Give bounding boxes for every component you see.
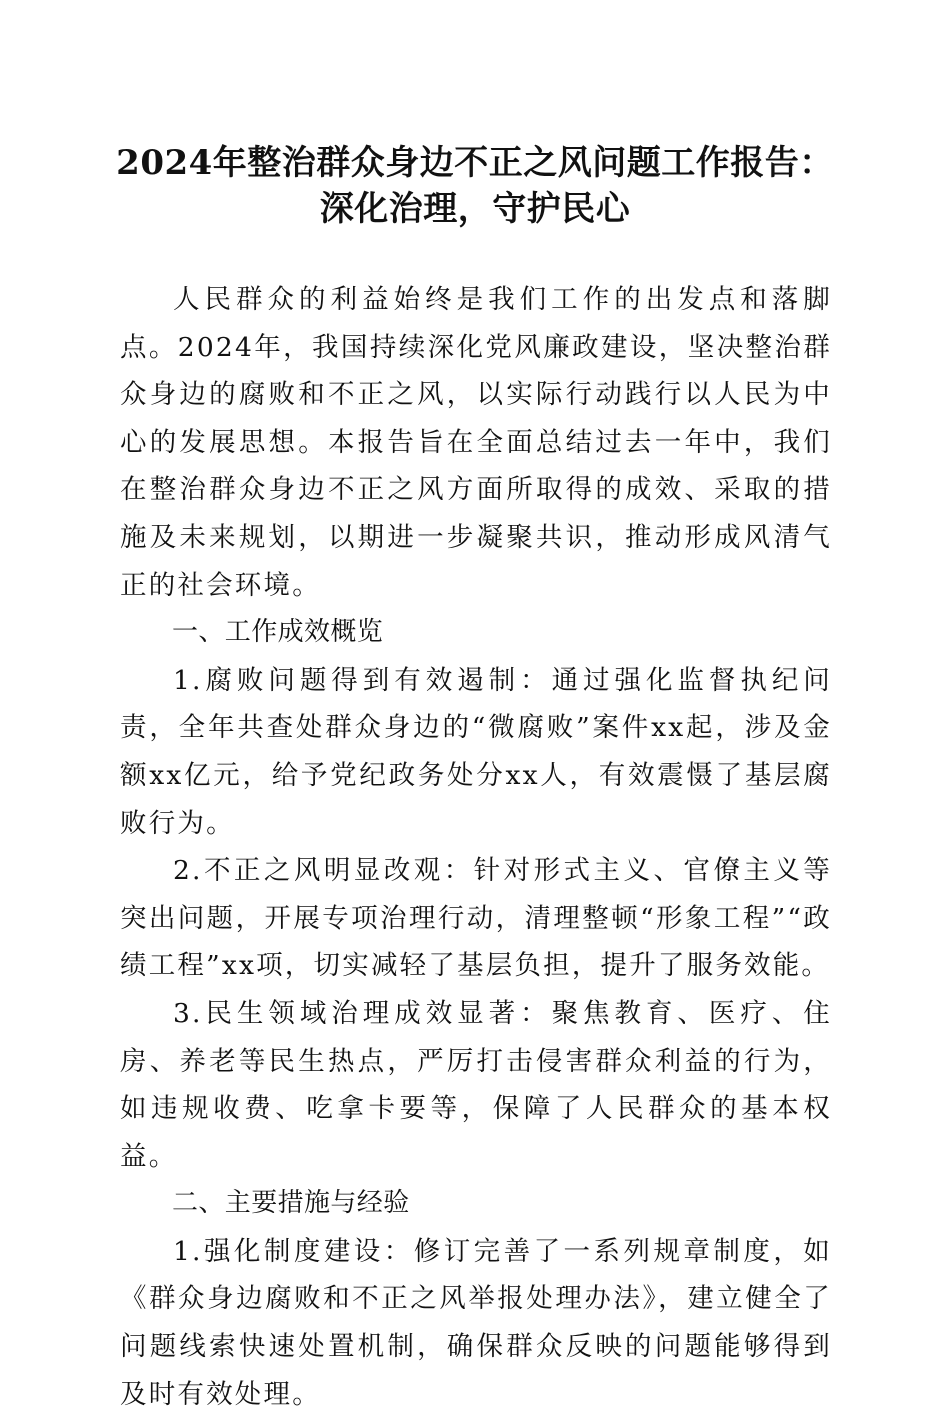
section-heading: 二、主要措施与经验	[172, 1188, 410, 1219]
section-item: 1.腐败问题得到有效遏制：通过强化监督执纪问责，全年共查处群众身边的“微腐败”案件xx起，涉及金额xx亿元，给予党纪政务处分xx人，有效震慑了基层腐败行为。	[120, 664, 832, 839]
document-body	[120, 276, 832, 1418]
section-heading: 一、工作成效概览	[172, 617, 384, 648]
document-title-line-1: 2024年整治群众身边不正之风问题工作报告：	[116, 143, 834, 183]
section-item: 1.强化制度建设：修订完善了一系列规章制度，如《群众身边腐败和不正之风举报处理办法》，建立健全了问题线索快速处置机制，确保群众反映的问题能够得到及时有效处理。	[120, 1235, 832, 1410]
section-item: 2.不正之风明显改观：针对形式主义、官僚主义等突出问题，开展专项治理行动，清理整顿“形象工程”“政绩工程”xx项，切实减轻了基层负担，提升了服务效能。	[120, 855, 832, 982]
document-title-line-2: 深化治理，守护民心	[319, 189, 631, 229]
section-item: 3.民生领域治理成效显著：聚焦教育、医疗、住房、养老等民生热点，严厉打击侵害群众利益的行为，如违规收费、吃拿卡要等，保障了人民群众的基本权益。	[120, 997, 832, 1172]
intro-paragraph: 人民群众的利益始终是我们工作的出发点和落脚点。2024年，我国持续深化党风廉政建设，坚决整治群众身边的腐败和不正之风，以实际行动践行以人民为中心的发展思想。本报告旨在全面总结过去一年中，我们在整治群众身边不正之风方面所取得的成效、采取的措施及未来规划，以期进一步凝聚共识，推动形成风清气正的社会环境。	[120, 284, 832, 601]
